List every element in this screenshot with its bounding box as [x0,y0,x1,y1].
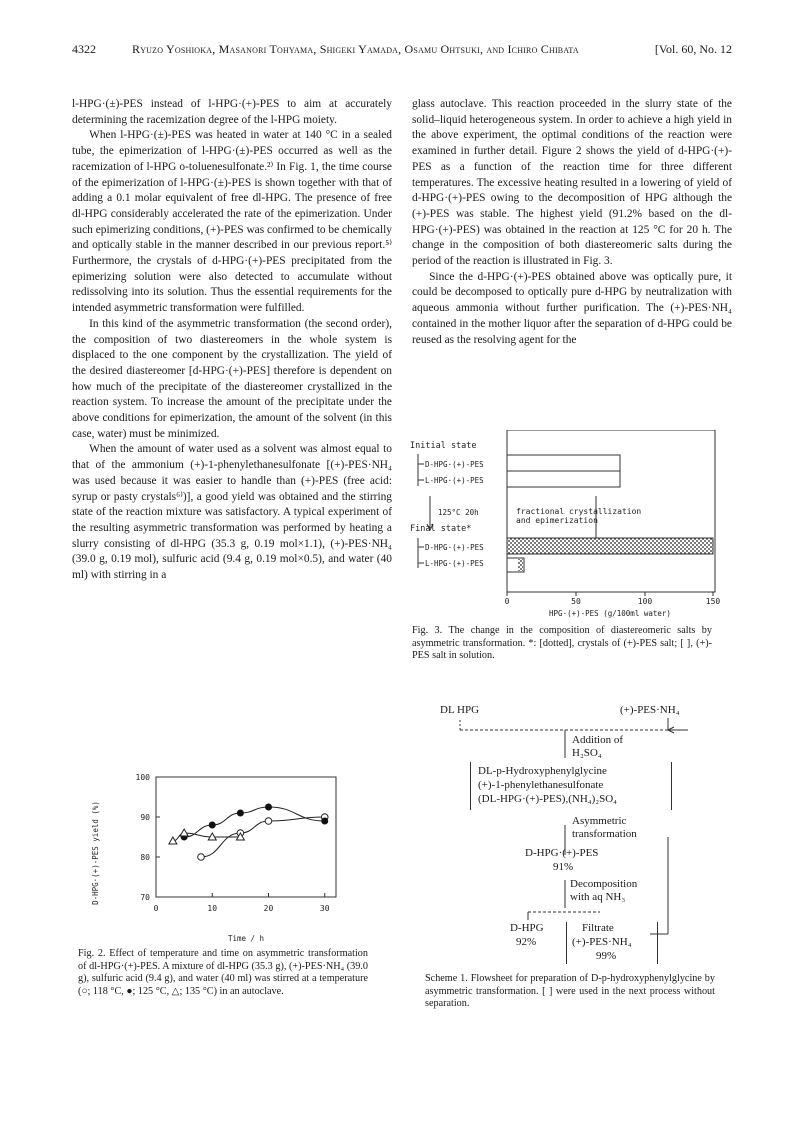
fig2-y-label: D-HPG·(+)-PES yield (%) [91,801,100,905]
fig2-y-tick: 80 [140,853,150,862]
fig3-bar-label: L-HPG·(+)-PES [425,559,484,568]
fig2-point-open-triangle [180,829,188,836]
fig2-point-filled-circle [265,804,272,811]
fig3-bar-label: D-HPG·(+)-PES [425,543,484,552]
fig2-point-open-circle [198,854,205,861]
paragraph: glass autoclave. This reaction proceeded in the slurry state of the solid–liquid heterogeneous system. In order to achieve a high yield in the above experiment, the optimal conditions of the reaction were examined in further detail. Figure 2 shows the yield of d-HPG·(+)-PES as a function of the reaction time for three different temperatures. The excessive heating resulted in a lowering of yield of d-HPG·(+)-PES owing to the decomposition of HPG although the (+)-PES was stable. The highest yield (91.2% based on the dl-HPG·(+)-PES) was obtained in the reaction at 125 °C for 20 h. The change in the composition of both diastereomeric salts during the period of the reaction is illustrated in Fig. 3. [412,98,732,268]
scheme-dhpg: D-HPG [510,922,544,934]
page-header [72,42,732,62]
author-line: Ryuzo Yoshioka, Masanori Tohyama, Shigeki Yamada, Osamu Ohtsuki, and Ichiro Chibata [132,42,579,56]
scheme-connectors [440,700,720,1000]
fig3-x-axis [505,592,721,618]
fig2-y-tick: 70 [140,893,150,902]
figure-2-line-chart [78,765,358,945]
fig3-x-label: HPG·(+)-PES (g/100ml water) [549,609,671,618]
fig3-bar-label: D-HPG·(+)-PES [425,460,484,469]
fig2-x-tick: 30 [319,904,330,913]
scheme-mixture-bracket [470,762,672,810]
scheme-pes-nh4: (+)-PES·NH₄ [620,704,680,716]
scheme-asym-1: Asymmetric [572,815,627,827]
fig2-series-line [184,807,325,837]
fig2-x-tick: 20 [263,904,274,913]
scheme-addition-1: Addition of [572,734,624,746]
fig2-x-tick: 0 [153,904,159,913]
fig2-x-label: Time / h [227,934,265,943]
left-column [72,97,392,584]
fig3-note: fractional crystallization [516,507,642,516]
scheme-mixture-line: DL-p-Hydroxyphenylglycine [478,765,607,777]
scheme-dhpg-pes: D-HPG·(+)-PES [525,847,599,859]
fig2-point-open-circle [265,818,272,825]
fig3-bar-initial-l [507,471,620,487]
paragraph: When the amount of water used as a solvent was almost equal to that of the ammonium (+)-1-phenylethanesulfonate [(+)-PES·NH₄ was used because it was easier to handle than (+)-PES (free acid: syrup or pasty crystals⁶⁾)], a good yield was obtained and the stirring state of the reaction mixture was satisfactory. A typical experiment of the resulting asymmetric transformation was performed by heating a slurry consisting of dl-HPG (35.3 g, 0.19 mol×1.1), (+)-PES·NH₄ (39.0 g, 0.19 mol), sulfuric acid (9.4 g, 0.19 mol×0.5), and water (40 ml) with stirring in a [72,443,392,582]
fig3-x-tick: 100 [637,597,653,606]
scheme-mixture-line: (+)-1-phenylethanesulfonate [478,779,604,791]
fig2-y-tick: 100 [135,773,150,782]
scheme-1-caption: Scheme 1. Flowsheet for preparation of D-p-hydroxyphenylglycine by asymmetric transformation. [ ] were used in the next process without separation. [425,973,715,1009]
fig3-bar-final-d-crystals [507,538,713,554]
scheme-decomp-2: with aq NH₃ [570,891,626,903]
scheme-filtrate-salt: (+)-PES·NH₄ [572,936,632,948]
paragraph: Since the d-HPG·(+)-PES obtained above was optically pure, it could be decomposed to optically pure d-HPG by neutralization with aqueous ammonia without further purification. The (+)-PES·NH₄ contained in the mother liquor after the separation of d-HPG could be reused as the resolving agent for the [412,270,732,346]
fig3-final-state: Final state* [410,524,472,534]
volume-info: [Vol. 60, No. 12 [654,42,732,56]
scheme-yield-99: 99% [596,950,617,962]
scheme-filtrate-bracket [566,922,658,964]
fig3-initial-state: Initial state [410,441,477,451]
fig3-x-tick: 150 [705,597,721,606]
fig2-x-tick: 10 [207,904,218,913]
fig2-y-tick: 90 [140,813,150,822]
paragraph: In this kind of the asymmetric transformation (the second order), the composition of two diastereomers in the whole system is displaced to the one component by the crystallization. The yield of the desired diastereomer [d-HPG·(+)-PES] therefore is dependent on how much of the precipitate of the diastereomer crystallized in the reaction system. To increase the amount of the precipitate under the above conditions for epimerization, the amount of the solvent (in this case, water) must be minimized. [72,317,392,440]
fig2-point-filled-circle [237,810,244,817]
paragraph: l-HPG·(±)-PES instead of l-HPG·(+)-PES to aim at accurately determining the racemization degree of the l-HPG moiety. [72,98,392,126]
scheme-yield-91: 91% [553,861,574,873]
scheme-filtrate: Filtrate [582,922,614,934]
fig2-point-filled-circle [321,818,328,825]
fig2-point-filled-circle [209,822,216,829]
figure-3-composition-chart [410,430,730,620]
fig3-note: and epimerization [516,516,598,525]
scheme-yield-92: 92% [516,936,537,948]
fig3-bar-label: L-HPG·(+)-PES [425,476,484,485]
figure-3-caption: Fig. 3. The change in the composition of diastereomeric salts by asymmetric transformation. *: [dotted], crystals of (+)-PES salt; [ ], (+)-PES salt in solution. [412,625,712,661]
scheme-dl-hpg: DL HPG [440,704,480,716]
paragraph: When l-HPG·(±)-PES was heated in water at 140 °C in a sealed tube, the epimerization of l-HPG·(±)-PES occurred as well as the racemization of l-HPG o-toluenesulfonate.²⁾ In Fig. 1, the time course of the epimerization of l-HPG·(±)-PES is shown together with that of adding a 0.1 molar equivalent of free dl-HPG. The presence of free dl-HPG considerably accelerated the rate of the epimerization. Under such epimerizing conditions, (+)-PES was confirmed to be chemically and optically stable in the manner described in our previous report.⁵⁾ Furthermore, the crystals of d-HPG·(+)-PES precipitated from the epimerizing solution were also detected to accumulate without redissolving into its solution. Thus the essential requirements for the intended asymmetric transformation were fulfilled. [72,129,392,315]
fig3-x-tick: 50 [571,597,581,606]
scheme-mixture-line: (DL-HPG·(+)-PES),(NH₄)₂SO₄ [478,793,617,805]
page-number: 4322 [72,42,96,56]
figure-2-caption: Fig. 2. Effect of temperature and time on asymmetric transformation of dl-HPG·(+)-PES. A mixture of dl-HPG (35.3 g), (+)-PES·NH₄ (39.0 g), sulfuric acid (9.4 g), and water (40 ml) was stirred at a temperature (○; 118 °C, ●; 125 °C, △; 135 °C) in an autoclave. [78,948,368,997]
fig3-condition: 125°C 20h [438,508,479,517]
fig3-bar-initial-d [507,455,620,471]
scheme-asym-2: transformation [572,828,637,840]
fig3-bar-final-l-crystals [518,559,523,571]
scheme-addition-2: H₂SO₄ [572,747,602,759]
scheme-decomp-1: Decomposition [570,878,638,890]
fig3-x-tick: 0 [504,597,510,606]
right-column [412,97,732,348]
